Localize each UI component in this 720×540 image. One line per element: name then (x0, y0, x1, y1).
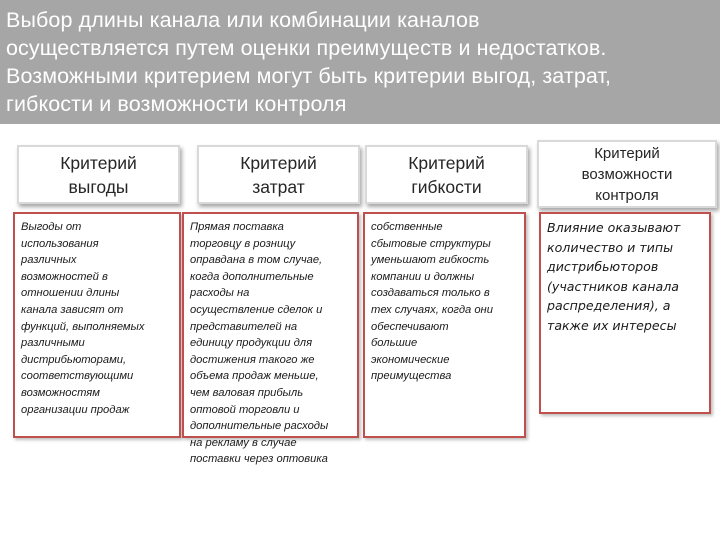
header-line: контроля (595, 186, 659, 204)
body-line: дистрибьюторами, (21, 353, 127, 366)
body-line: Выгоды от (21, 221, 82, 233)
header-line: затрат (252, 176, 305, 197)
banner-line: Возможными критерием могут быть критерии выгод, затрат, (6, 64, 612, 88)
header-line: Критерий (240, 152, 317, 173)
body-line: представителей на (190, 320, 298, 333)
body-line: Влияние оказывают (547, 220, 681, 235)
body-line: когда дополнительные (190, 270, 314, 283)
body-line: осуществление сделок и (190, 303, 323, 316)
criterion-header-benefits (17, 145, 180, 204)
body-line: создаваться только в (371, 287, 490, 300)
body-line: обеспечивают (371, 320, 449, 333)
banner-line: Выбор длины канала или комбинации каналов (6, 8, 480, 32)
body-line: количество и типы (547, 239, 674, 255)
body-line: функций, выполняемых (21, 320, 145, 333)
body-line: расходы на (190, 287, 250, 300)
body-line: чем валовая прибыль (190, 386, 304, 399)
body-line: тех случаях, когда они (371, 303, 493, 316)
body-line: компании и должны (371, 270, 475, 283)
criterion-header-costs (197, 145, 360, 204)
banner-line: осуществляется путем оценки преимуществ и недостатков. (6, 36, 607, 60)
criterion-body-benefits (13, 212, 181, 438)
body-line: поставки через оптовика (190, 453, 328, 466)
body-line: отношении длины (21, 287, 120, 300)
body-line: распределения), а (547, 298, 671, 314)
header-line: выгоды (68, 176, 129, 197)
criterion-body-control (539, 212, 711, 414)
body-line: соответствующими (21, 370, 134, 383)
body-line: организации продаж (21, 403, 130, 416)
body-line: большие (371, 337, 418, 350)
body-line: также их интересы (547, 317, 677, 333)
header-line: гибкости (411, 176, 482, 197)
body-line: объема продаж меньше, (190, 370, 319, 383)
body-line: преимущества (371, 370, 452, 383)
body-line: единицу продукции для (190, 337, 313, 350)
body-line: канала зависят от (21, 303, 124, 316)
body-line: дистрибьюторов (547, 259, 659, 275)
body-line: (участников канала (547, 278, 679, 294)
body-line: возможностей в (21, 270, 108, 283)
criterion-header-control (537, 140, 717, 208)
body-line: Прямая поставка (190, 221, 284, 233)
body-line: различных (21, 254, 77, 267)
header-line: возможности (581, 165, 673, 183)
header-line: Критерий (594, 144, 660, 162)
header-line: Критерий (408, 152, 485, 173)
body-line: оптовой торговли и (190, 403, 300, 416)
body-line: оправдана в том случае, (190, 254, 323, 267)
criterion-body-flexibility (363, 212, 526, 438)
header-line: Критерий (60, 152, 137, 173)
body-line: собственные (371, 221, 443, 233)
body-line: торговцу в розницу (190, 237, 296, 250)
criterion-body-costs (182, 212, 359, 466)
criterion-header-flexibility (365, 145, 528, 204)
intro-banner (0, 0, 720, 124)
body-line: использования (21, 237, 99, 250)
banner-line: гибкости и возможности контроля (6, 92, 347, 116)
body-line: достижения такого же (190, 353, 315, 366)
body-line: сбытовые структуры (371, 237, 491, 250)
body-line: на рекламу в случае (190, 436, 297, 449)
body-line: различными (21, 337, 85, 350)
body-line: уменьшают гибкость (371, 254, 490, 267)
body-line: экономические (371, 353, 450, 366)
body-line: дополнительные расходы (190, 420, 329, 433)
body-line: возможностям (21, 386, 100, 399)
